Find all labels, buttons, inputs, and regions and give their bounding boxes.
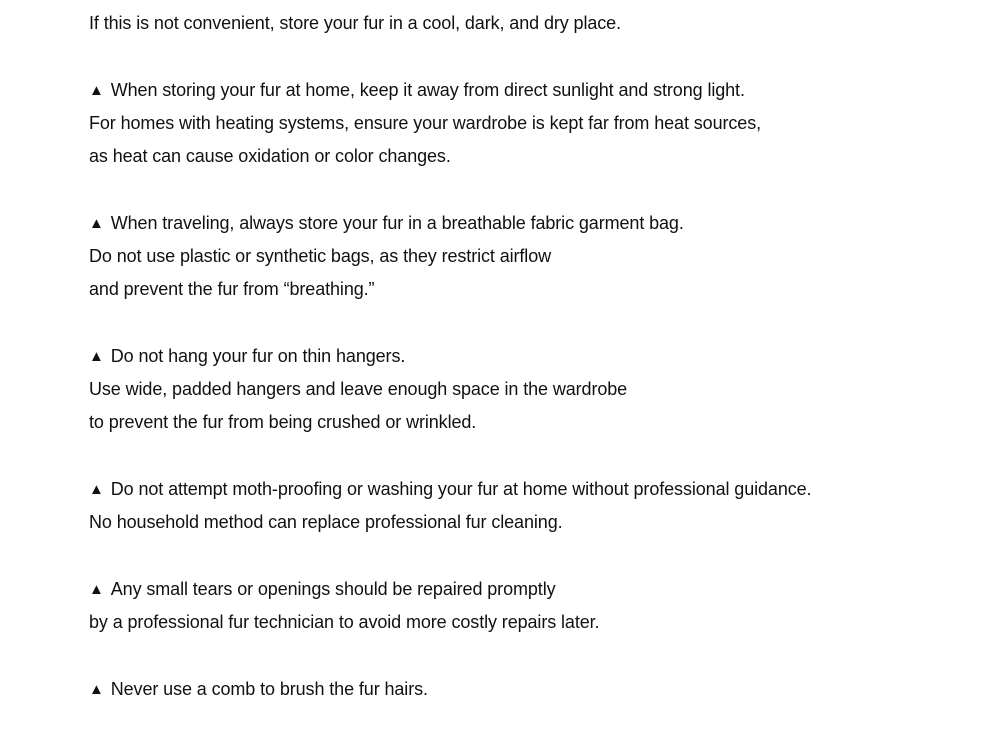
section-3-text-1: Do not hang your fur on thin hangers.	[110, 346, 406, 366]
section-2-line-3: and prevent the fur from “breathing.”	[89, 279, 375, 299]
section-2-text-1: When traveling, always store your fur in a breathable fabric garment bag.	[110, 213, 684, 233]
triangle-bullet-icon: ▲	[89, 215, 104, 232]
section-2-line-2: Do not use plastic or synthetic bags, as they restrict airflow	[89, 246, 552, 266]
paragraph-gap	[89, 639, 969, 673]
paragraph-gap	[89, 173, 969, 207]
section-5-line-1	[89, 573, 969, 606]
section-1-text-1: When storing your fur at home, keep it away from direct sunlight and strong light.	[110, 80, 745, 100]
section-1-line-2: For homes with heating systems, ensure your wardrobe is kept far from heat sources,	[89, 113, 761, 133]
intro-line: If this is not convenient, store your fur in a cool, dark, and dry place.	[89, 13, 621, 33]
section-3-line-2: Use wide, padded hangers and leave enough space in the wardrobe	[89, 379, 628, 399]
paragraph-gap	[89, 539, 969, 573]
triangle-bullet-icon: ▲	[89, 581, 104, 598]
section-6-line-1	[89, 673, 969, 706]
paragraph-gap	[89, 40, 969, 74]
paragraph-gap	[89, 306, 969, 340]
section-3-line-3: to prevent the fur from being crushed or wrinkled.	[89, 412, 477, 432]
section-5-text-1: Any small tears or openings should be repaired promptly	[110, 579, 556, 599]
section-3-line-1	[89, 340, 969, 373]
section-4-line-1	[89, 473, 969, 506]
section-6-text-1: Never use a comb to brush the fur hairs.	[110, 679, 428, 699]
section-5-line-2: by a professional fur technician to avoid more costly repairs later.	[89, 612, 600, 632]
triangle-bullet-icon: ▲	[89, 82, 104, 99]
section-1-line-3: as heat can cause oxidation or color changes.	[89, 146, 451, 166]
document-body	[89, 7, 969, 706]
section-1-line-1	[89, 74, 969, 107]
triangle-bullet-icon: ▲	[89, 481, 104, 498]
section-2-line-1	[89, 207, 969, 240]
section-4-text-1: Do not attempt moth-proofing or washing your fur at home without professional guidance.	[110, 479, 812, 499]
triangle-bullet-icon: ▲	[89, 681, 104, 698]
triangle-bullet-icon: ▲	[89, 348, 104, 365]
paragraph-gap	[89, 439, 969, 473]
section-4-line-2: No household method can replace professional fur cleaning.	[89, 512, 563, 532]
